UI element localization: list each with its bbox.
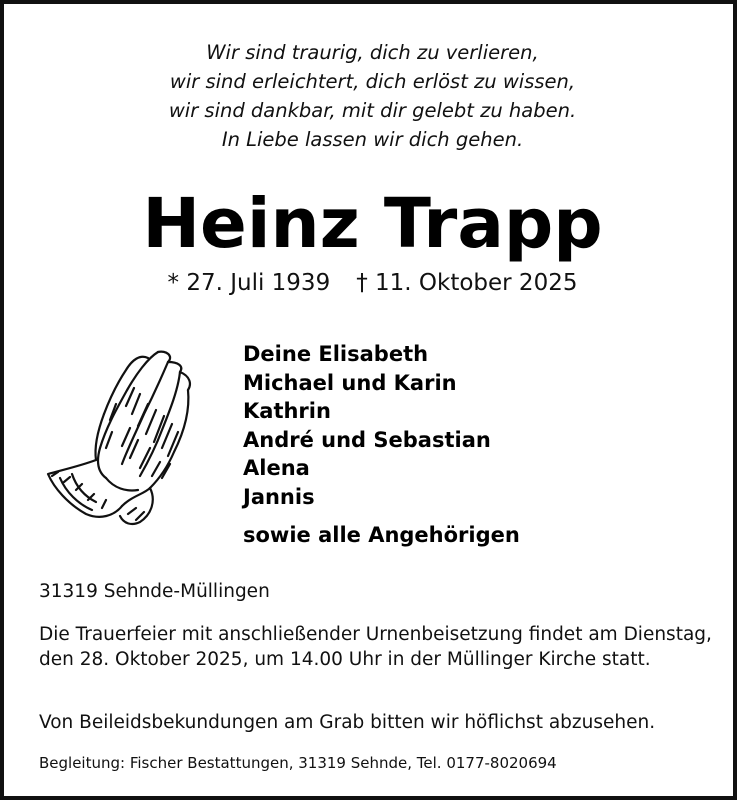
birth-date: * 27. Juli 1939 [167, 270, 331, 296]
mourner-name: Michael und Karin [243, 370, 457, 395]
relatives-line: sowie alle Angehörigen [243, 523, 520, 547]
mourner-name: Alena [243, 456, 310, 480]
ceremony-text: Die Trauerfeier mit anschließender Urnenbeisetzung findet am Dienstag, den 28. Oktober 2025, um 14.00 Uhr in der Müllinger Kirche statt. [39, 624, 712, 670]
mourner-name: Kathrin [243, 399, 331, 423]
memorial-poem [4, 38, 737, 154]
poem-line: wir sind dankbar, mit dir gelebt zu haben. [168, 99, 577, 122]
funeral-home-footer: Begleitung: Fischer Bestattungen, 31319 Sehnde, Tel. 0177-8020694 [39, 754, 557, 772]
mourners-list [243, 340, 491, 511]
praying-hands-icon [40, 344, 200, 529]
location-text: 31319 Sehnde-Müllingen [39, 581, 270, 602]
poem-line: In Liebe lassen wir dich gehen. [221, 128, 524, 151]
poem-line: wir sind erleichtert, dich erlöst zu wissen, [169, 70, 576, 93]
mourner-name: Deine Elisabeth [243, 342, 429, 366]
mourner-name: Jannis [243, 484, 315, 509]
poem-line: Wir sind traurig, dich zu verlieren, [206, 41, 539, 64]
life-dates [4, 268, 737, 298]
deceased-name: Heinz Trapp [142, 184, 603, 264]
death-date: † 11. Oktober 2025 [356, 270, 578, 296]
condolence-text: Von Beileidsbekundungen am Grab bitten wir höflichst abzusehen. [39, 712, 656, 733]
mourner-name: André und Sebastian [243, 427, 491, 452]
